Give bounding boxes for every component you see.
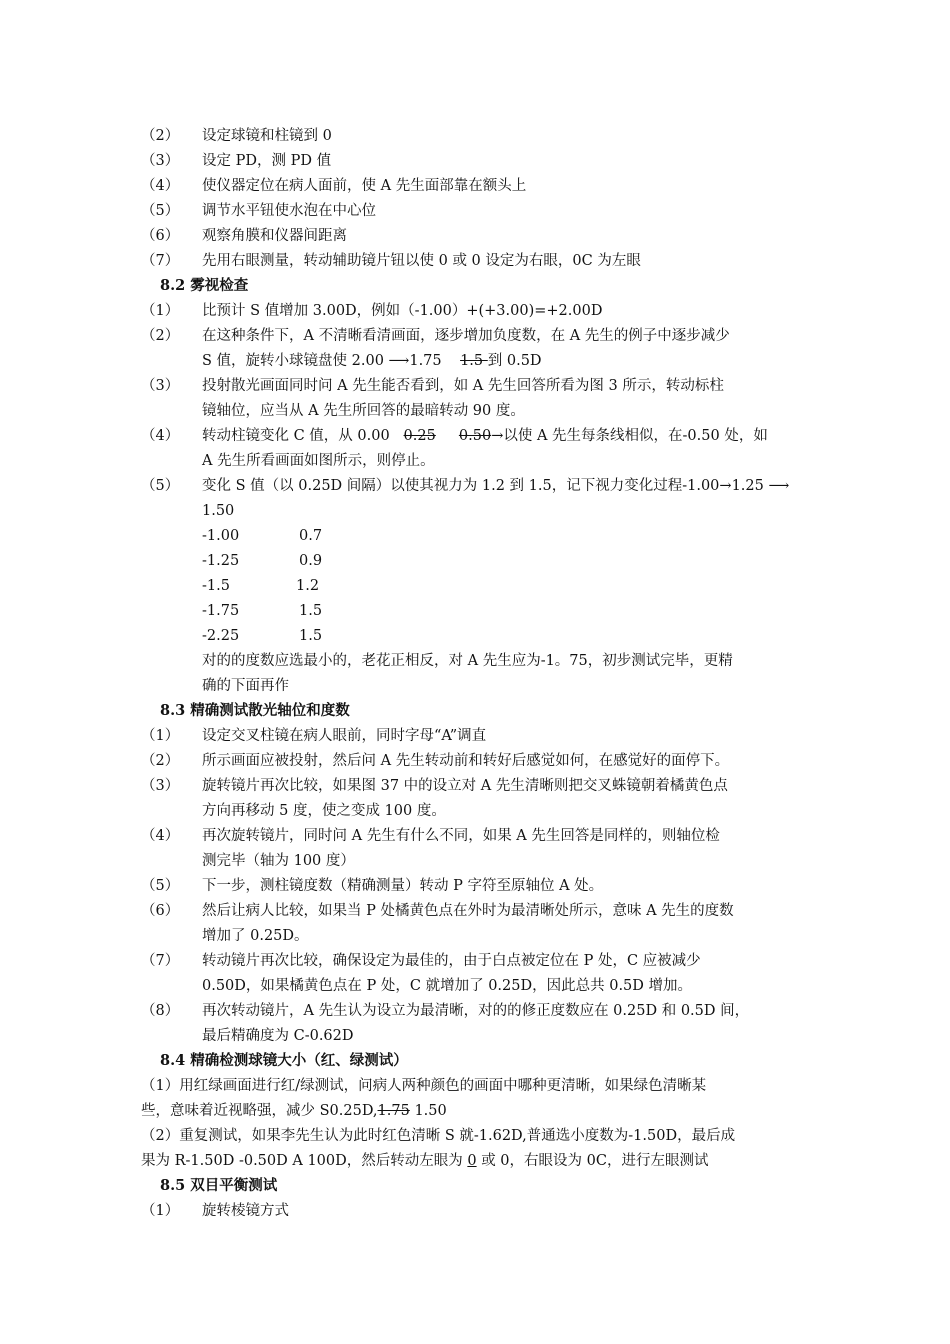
item-text: 投射散光画面同时问 A 先生能否看到，如 A 先生回答所看为图 3 所示，转动标柱 xyxy=(202,378,724,394)
note-text: 对的的度数应选最小的，老花正相反，对 A 先生应为-1。75，初步测试完毕，更精 xyxy=(202,653,733,669)
item-number: （3） xyxy=(141,153,180,169)
arrow-right-icon: ⟶ xyxy=(388,353,410,369)
item-text: 所示画面应被投射，然后问 A 先生转动前和转好后感觉如何，在感觉好的面停下。 xyxy=(202,753,730,769)
item-text: 使仪器定位在病人面前，使 A 先生面部靠在额头上 xyxy=(202,178,527,194)
item-number: （7） xyxy=(141,953,180,969)
item-number: （6） xyxy=(141,903,180,919)
paragraph-text: （2）重复测试，如果李先生认为此时红色清晰 S 就-1.62D,普通选小度数为-1.50D，最后成 xyxy=(141,1128,736,1144)
item-number: （3） xyxy=(141,378,180,394)
item-text: 旋转镜片再次比较，如果图 37 中的设立对 A 先生清晰则把交叉蛛镜朝着橘黄色点 xyxy=(202,778,728,794)
item-text: 再次转动镜片，A 先生认为设立为最清晰，对的的修正度数应在 0.25D 和 0.5D 间， xyxy=(202,1003,750,1019)
table-cell-sphere: -1.75 xyxy=(202,603,240,619)
item-text: 转动镜片再次比较，确保设定为最佳的，由于白点被定位在 P 处，C 应被减少 xyxy=(202,953,701,969)
table-cell-sphere: -2.25 xyxy=(202,628,240,644)
item-number: （5） xyxy=(141,878,180,894)
item-number: （4） xyxy=(141,828,180,844)
item-text: 变化 S 值（以 0.25D 间隔）以使其视力为 1.2 到 1.5，记下视力变化过程-1.00→1.25 ⟶ xyxy=(202,478,790,494)
item-text: 旋转棱镜方式 xyxy=(202,1203,289,1219)
item-number: （4） xyxy=(141,178,180,194)
item-text: 比预计 S 值增加 3.00D，例如（-1.00）+(+3.00)=+2.00D xyxy=(202,303,603,319)
item-number: （4） xyxy=(141,428,180,444)
item-text: 调节水平钮使水泡在中心位 xyxy=(202,203,376,219)
item-number: （1） xyxy=(141,303,180,319)
item-text: 设定 PD，测 PD 值 xyxy=(202,153,332,169)
item-number: （6） xyxy=(141,228,180,244)
item-number: （2） xyxy=(141,753,180,769)
item-text: 在这种条件下，A 不清晰看清画面，逐步增加负度数，在 A 先生的例子中逐步减少 xyxy=(202,328,730,344)
table-cell-sphere: -1.5 xyxy=(202,578,230,594)
table-cell-vision: 0.7 xyxy=(299,528,323,544)
item-text: 先用右眼测量，转动辅助镜片钮以使 0 或 0 设定为右眼，0C 为左眼 xyxy=(202,253,641,269)
paragraph-text: 果为 R-1.50D -0.50D A 100D，然后转动左眼为 0 或 0，右眼设为 0C，进行左眼测试 xyxy=(141,1153,709,1169)
item-text: 1.50 xyxy=(202,503,235,519)
table-cell-sphere: -1.00 xyxy=(202,528,240,544)
item-text: 测完毕（轴为 100 度） xyxy=(202,853,355,869)
section-heading: 8.5 双目平衡测试 xyxy=(160,1177,278,1194)
item-text: 方向再移动 5 度，使之变成 100 度。 xyxy=(202,803,446,819)
item-text: 0.50D，如果橘黄色点在 P 处，C 就增加了 0.25D，因此总共 0.5D 增加。 xyxy=(202,978,693,994)
item-text: 然后让病人比较，如果当 P 处橘黄色点在外时为最清晰处所示，意味 A 先生的度数 xyxy=(202,903,734,919)
underlined-value: 0 xyxy=(467,1153,477,1169)
item-number: （5） xyxy=(141,203,180,219)
arrow-right-icon: → xyxy=(491,428,504,444)
item-text: 下一步，测柱镜度数（精确测量）转动 P 字符至原轴位 A 处。 xyxy=(202,878,604,894)
section-heading: 8.3 精确测试散光轴位和度数 xyxy=(160,702,350,719)
item-text: 最后精确度为 C-0.62D xyxy=(202,1028,354,1044)
item-text: 观察角膜和仪器间距离 xyxy=(202,228,347,244)
item-text: 再次旋转镜片，同时问 A 先生有什么不同，如果 A 先生回答是同样的，则轴位检 xyxy=(202,828,720,844)
item-text: 镜轴位，应当从 A 先生所回答的最暗转动 90 度。 xyxy=(202,403,525,419)
paragraph-text: （1）用红绿画面进行红/绿测试，问病人两种颜色的画面中哪种更清晰，如果绿色清晰某 xyxy=(141,1078,707,1094)
item-number: （7） xyxy=(141,253,180,269)
struck-value: 0.25 xyxy=(403,428,436,444)
item-number: （5） xyxy=(141,478,180,494)
table-cell-vision: 0.9 xyxy=(299,553,323,569)
table-cell-vision: 1.2 xyxy=(296,578,320,594)
note-text: 确的下面再作 xyxy=(202,678,289,694)
item-text: S 值，旋转小球镜盘使 2.00 ⟶1.75 1.5 到 0.5D xyxy=(202,353,542,369)
struck-value: 0.50 xyxy=(458,428,492,444)
paragraph-text: 些，意味着近视略强，减少 S0.25D,1.75 1.50 xyxy=(141,1103,447,1119)
item-text: 设定球镜和柱镜到 0 xyxy=(202,128,332,144)
item-number: （1） xyxy=(141,728,180,744)
table-cell-sphere: -1.25 xyxy=(202,553,240,569)
item-number: （3） xyxy=(141,778,180,794)
item-number: （2） xyxy=(141,128,180,144)
arrow-right-icon: → xyxy=(719,478,732,494)
struck-value: 1.5 xyxy=(460,353,488,369)
section-heading: 8.2 雾视检查 xyxy=(160,277,249,294)
item-text: 增加了 0.25D。 xyxy=(202,928,309,944)
section-heading: 8.4 精确检测球镜大小（红、绿测试） xyxy=(160,1052,408,1069)
struck-value: 1.75 xyxy=(377,1103,410,1119)
table-cell-vision: 1.5 xyxy=(299,603,323,619)
item-number: （8） xyxy=(141,1003,180,1019)
item-text: 转动柱镜变化 C 值，从 0.00 0.25 0.50→以使 A 先生每条线相似，在-0.50 处，如 xyxy=(202,428,768,444)
table-cell-vision: 1.5 xyxy=(299,628,323,644)
item-number: （2） xyxy=(141,328,180,344)
item-number: （1） xyxy=(141,1203,180,1219)
item-text: 设定交叉柱镜在病人眼前，同时字母“A”调直 xyxy=(202,728,487,744)
arrow-right-icon: ⟶ xyxy=(768,478,790,494)
item-text: A 先生所看画面如图所示，则停止。 xyxy=(202,453,435,469)
